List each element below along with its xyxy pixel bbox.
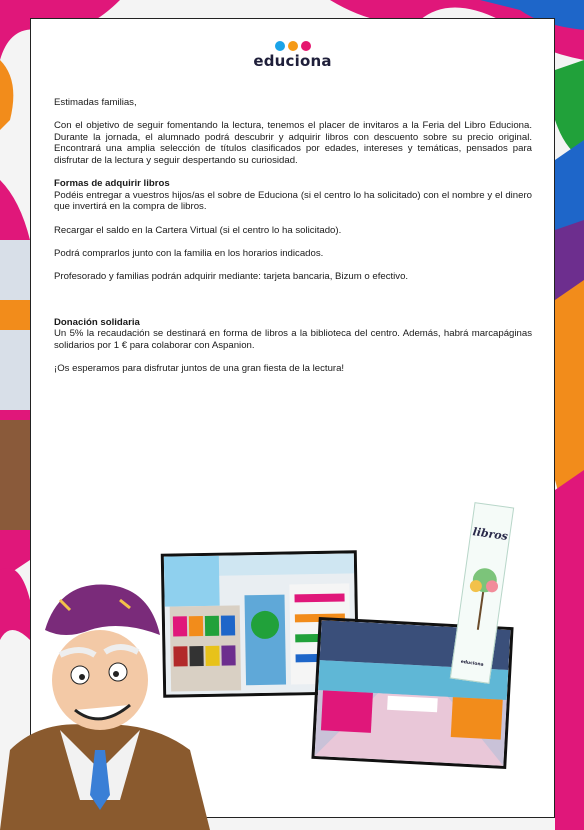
way-item-envelope: Podéis entregar a vuestros hijos/as el sobre de Educiona (si el centro lo ha solicitado) con el nombre y el dinero que invertirá en la compra de libros. — [54, 189, 532, 213]
donation-text: Un 5% la recaudación se destinará en forma de libros a la biblioteca del centro. Además, habrá marcapáginas solidarios por 1 € para colaborar con Aspanion. — [54, 328, 532, 351]
logo-wordmark: educiona — [253, 52, 332, 70]
bookmark-logo: educiona — [460, 659, 484, 668]
donation-heading: Donación solidaria — [54, 316, 140, 328]
logo-dot-pink — [301, 41, 311, 51]
way-item-payment: Profesorado y familias podrán adquirir mediante: tarjeta bancaria, Bizum o efectivo. — [54, 270, 409, 282]
logo-dot-orange — [288, 41, 298, 51]
way-item-wallet: Recargar el saldo en la Cartera Virtual (si el centro lo ha solicitado). — [54, 224, 342, 236]
logo-dot-blue — [275, 41, 285, 51]
greeting: Estimadas familias, — [54, 97, 137, 108]
ways-heading: Formas de adquirir libros — [54, 178, 170, 190]
wizard-mascot-illustration — [0, 560, 220, 830]
intro-paragraph: Con el objetivo de seguir fomentando la lectura, tenemos el placer de invitaros a la Feria del Libro Educiona. Durante la jornada, el alumnado podrá descubrir y adquirir libros con descuento sobre su precio original. Encontrará una amplia selección de títulos clasificados por edades, intereses y temáticas, pensados para disfrutar de la lectura y seguir despertando su curiosidad. — [54, 120, 532, 166]
bookmark-title: libros — [471, 525, 509, 543]
way-item-family: Podrá comprarlos junto con la familia en los horarios indicados. — [54, 247, 324, 259]
letter-body — [54, 97, 532, 374]
educiona-logo — [31, 41, 554, 70]
closing-line: ¡Os esperamos para disfrutar juntos de una gran fiesta de la lectura! — [54, 362, 345, 374]
logo-dots — [31, 41, 554, 51]
